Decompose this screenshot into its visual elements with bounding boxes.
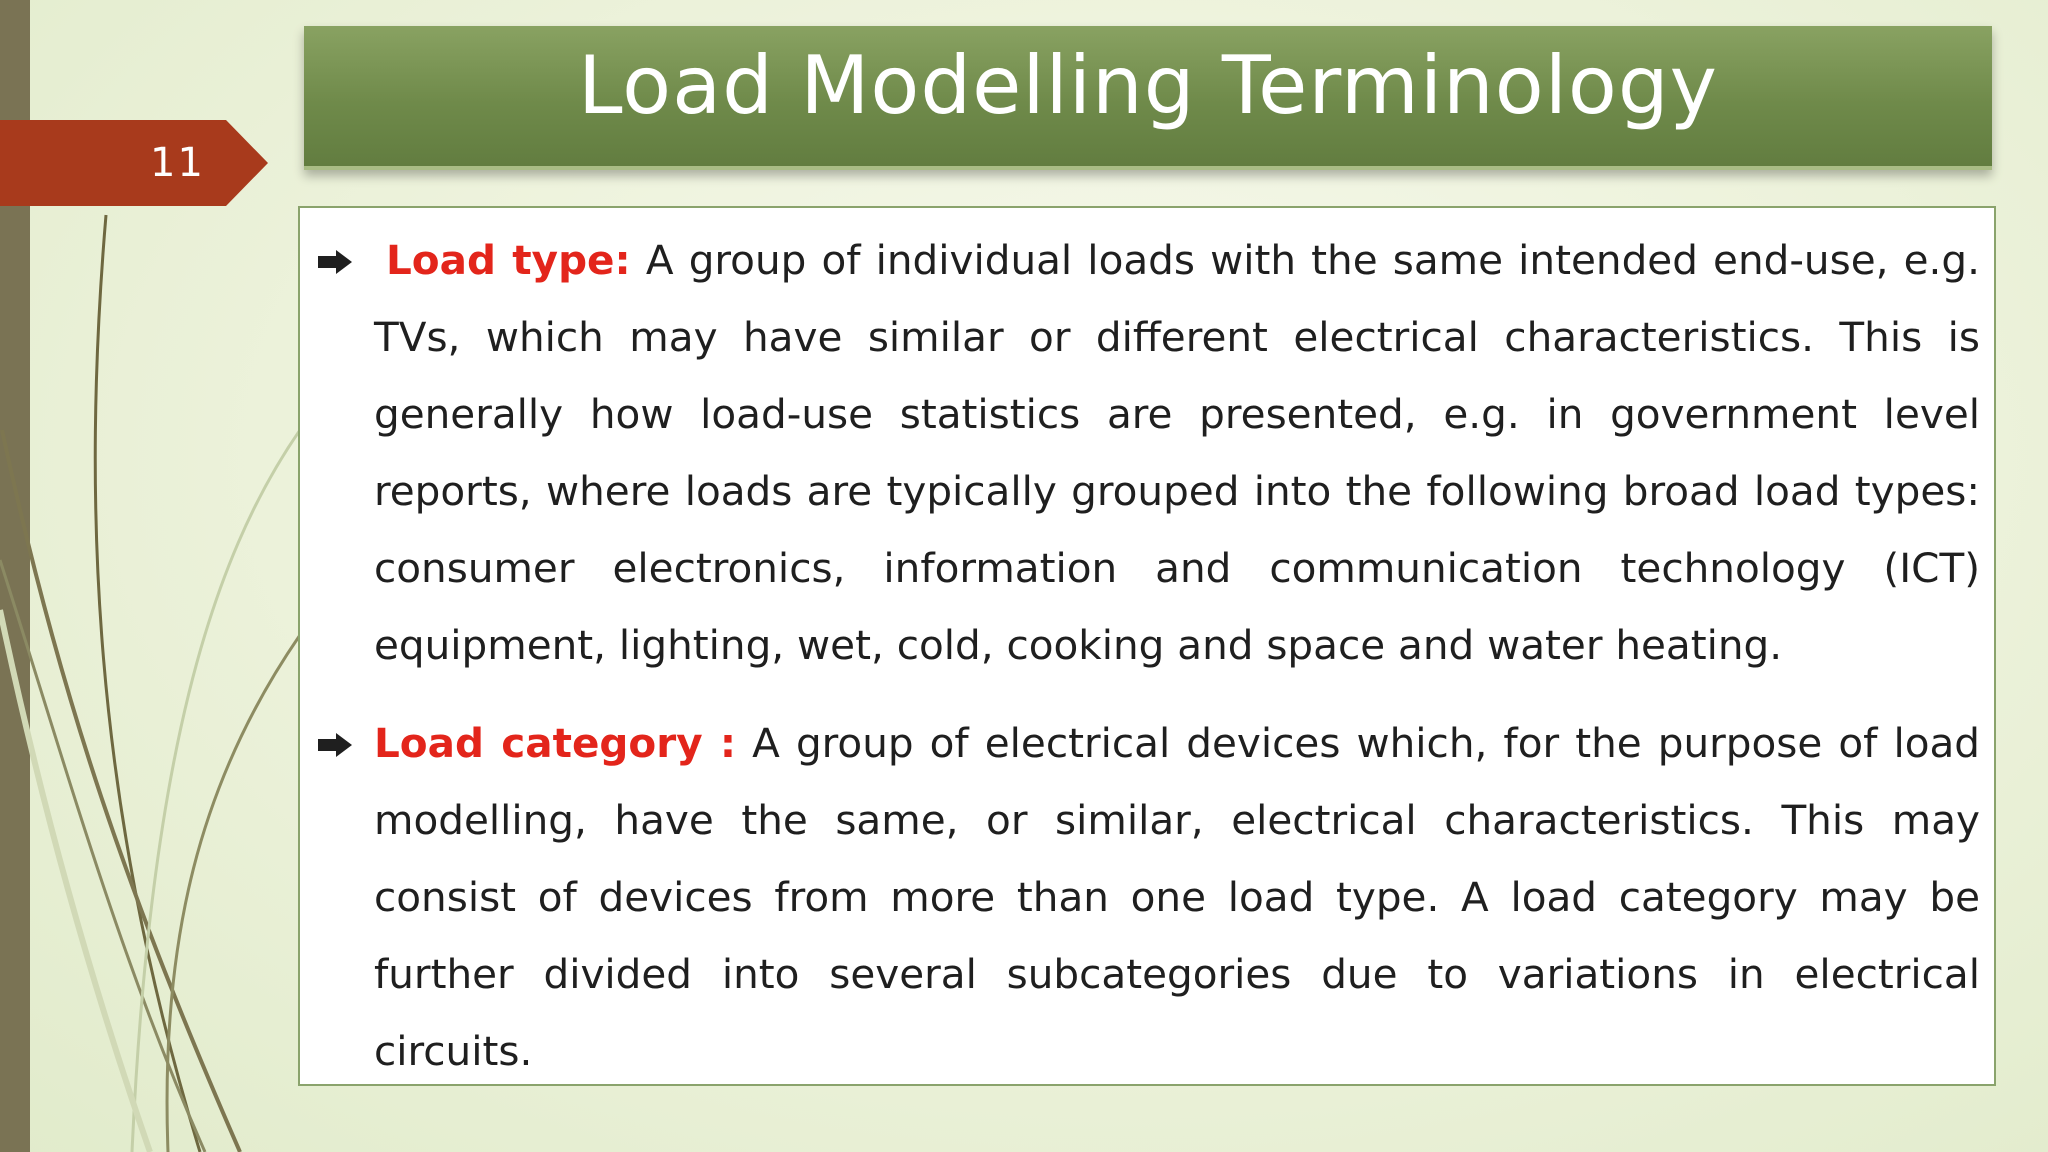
definition-load-type: A group of individual loads with the same intended end-use, e.g. TVs, which may have similar or different electrical characteristics. This is generally how load-use statistics are presented, e.g. in government level reports, where loads are typically grouped into the following broad load types: consumer electronics, information and communication technology (ICT) equipment, lighting, wet, cold, cooking and space and water heating.: [374, 236, 1981, 669]
swoosh-line-2: [2, 430, 240, 1152]
definition-load-category: A group of electrical devices which, for the purpose of load modelling, have the same, or similar, electrical characteristics. This may consist of devices from more than one load type. A load category may be further divided into several subcategories due to variations in electrical circuits.: [374, 719, 1981, 1075]
bullet-arrow-icon: [318, 250, 352, 274]
slide-number: 11: [150, 140, 205, 186]
swoosh-line-5: [167, 635, 300, 1152]
slide-number-tab: [0, 120, 268, 206]
bullet-load-type: [374, 222, 1980, 684]
title-bar: [304, 26, 1992, 170]
swoosh-line-4: [132, 430, 300, 1152]
bullet-load-category: [374, 705, 1980, 1090]
term-load-type: Load type:: [386, 236, 631, 284]
term-load-category: Load category :: [374, 719, 737, 767]
bullet-arrow-icon: [318, 733, 352, 757]
content-box: [298, 206, 1996, 1086]
swoosh-line-6: [0, 610, 150, 1152]
page-title: Load Modelling Terminology: [578, 39, 1718, 132]
